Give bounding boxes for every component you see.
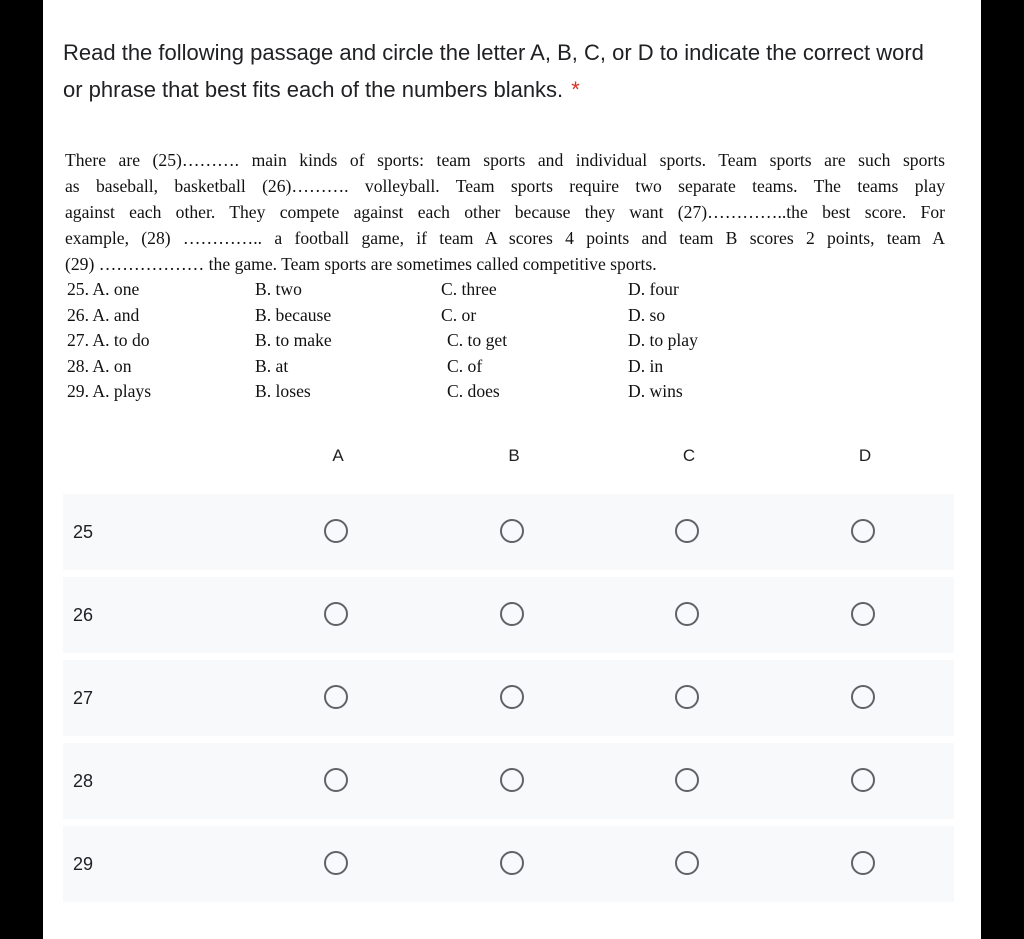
radio-29-d[interactable] (851, 851, 875, 875)
option-row-25 (65, 277, 945, 303)
passage-line: as baseball, basketball (26)………. volleyball. Team sports require two separate teams. The teams play (65, 176, 945, 196)
row-label: 27 (73, 688, 94, 708)
grid-row-29 (63, 826, 954, 902)
radio-29-a[interactable] (324, 851, 348, 875)
option-row-28 (65, 354, 945, 380)
radio-26-c[interactable] (675, 602, 699, 626)
radio-26-b[interactable] (500, 602, 524, 626)
grid-column-headers (63, 440, 955, 472)
radio-25-d[interactable] (851, 519, 875, 543)
radio-28-d[interactable] (851, 768, 875, 792)
column-header-a: A (332, 446, 344, 465)
passage-line: There are (25)………. main kinds of sports: team sports and individual sports. Team sports are such sports (65, 150, 945, 170)
option-text: B. at (255, 355, 289, 376)
question-text: Read the following passage and circle the letter A, B, C, or D to indicate the correct word or phrase that best fits each of the numbers blanks. (63, 40, 924, 102)
passage-line: example, (28) ………….. a football game, if team A scores 4 points and team B scores 2 points, team A (65, 228, 945, 248)
passage-line: (29) ……………… the game. Team sports are sometimes called competitive sports. (65, 254, 657, 274)
option-text: C. three (441, 279, 497, 299)
radio-25-b[interactable] (500, 519, 524, 543)
question-title (63, 34, 943, 108)
option-text: B. loses (255, 381, 311, 402)
column-header-b: B (508, 446, 520, 465)
option-text: D. wins (628, 381, 683, 402)
required-asterisk: * (571, 77, 580, 102)
radio-27-a[interactable] (324, 685, 348, 709)
row-label: 28 (73, 771, 94, 791)
radio-25-c[interactable] (675, 519, 699, 543)
row-label: 29 (73, 854, 94, 874)
radio-27-c[interactable] (675, 685, 699, 709)
option-text: B. to make (255, 330, 332, 351)
row-label: 25 (73, 522, 94, 542)
option-text: B. because (255, 304, 332, 325)
radio-28-c[interactable] (675, 768, 699, 792)
option-text: 28. A. on (67, 355, 132, 376)
grid-row-26 (63, 577, 954, 653)
option-row-26 (65, 303, 945, 329)
option-row-27 (65, 328, 945, 354)
radio-26-a[interactable] (324, 602, 348, 626)
radio-28-a[interactable] (324, 768, 348, 792)
option-text: C. does (447, 381, 500, 402)
radio-26-d[interactable] (851, 602, 875, 626)
column-header-d: D (858, 446, 872, 465)
question-card (43, 0, 981, 939)
option-text: D. four (628, 279, 679, 299)
option-text: D. to play (628, 330, 698, 351)
option-text: C. to get (447, 330, 508, 351)
option-text: 29. A. plays (67, 381, 152, 402)
option-text: B. two (255, 279, 302, 299)
row-label: 26 (73, 605, 94, 625)
option-text: 27. A. to do (67, 330, 150, 351)
option-text: 26. A. and (67, 304, 140, 325)
grid-row-28 (63, 743, 954, 819)
radio-27-d[interactable] (851, 685, 875, 709)
grid-row-27 (63, 660, 954, 736)
option-text: 25. A. one (67, 279, 140, 299)
radio-27-b[interactable] (500, 685, 524, 709)
option-text: D. so (628, 304, 666, 325)
radio-28-b[interactable] (500, 768, 524, 792)
option-text: D. in (628, 355, 664, 376)
radio-25-a[interactable] (324, 519, 348, 543)
passage-image (65, 147, 945, 405)
grid-row-25 (63, 494, 954, 570)
option-text: C. of (447, 355, 483, 376)
option-row-29 (65, 379, 945, 405)
option-text: C. or (441, 304, 477, 325)
radio-29-c[interactable] (675, 851, 699, 875)
passage-line: against each other. They compete against each other because they want (27)…………..the best score. For (65, 202, 945, 222)
radio-29-b[interactable] (500, 851, 524, 875)
column-header-c: C (682, 446, 696, 465)
